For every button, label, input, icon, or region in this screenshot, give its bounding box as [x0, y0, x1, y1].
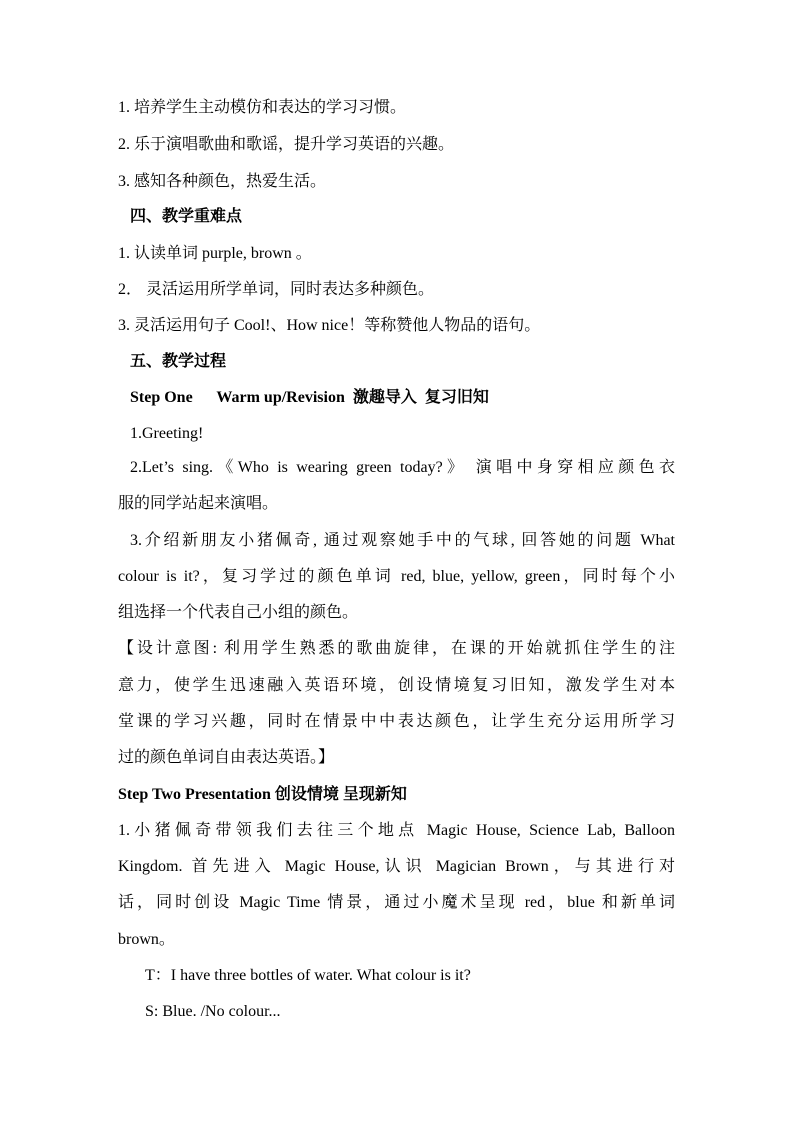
step-one-line: colour is it?，复习学过的颜色单词 red, blue, yellow, green，同时每个小 — [118, 568, 675, 585]
step-one-title: Step One Warm up/Revision 激趣导入 复习旧知 — [130, 389, 489, 406]
step-two-line: 话，同时创设 Magic Time 情景，通过小魔术呈现 red，blue 和新单词 — [118, 894, 675, 911]
key-point-2: 2． 灵活运用所学单词，同时表达多种颜色。 — [118, 281, 435, 298]
key-point-3: 3. 灵活运用句子 Cool!、How nice！等称赞他人物品的语句。 — [118, 317, 541, 334]
design-intent-line: 意力，使学生迅速融入英语环境，创设情境复习旧知，激发学生对本 — [118, 677, 675, 694]
step-two-title: Step Two Presentation 创设情境 呈现新知 — [118, 786, 407, 803]
key-point-1: 1. 认读单词 purple, brown 。 — [118, 245, 312, 262]
step-two-line: 1.小猪佩奇带领我们去往三个地点 Magic House, Science Lab, Balloon — [118, 822, 675, 839]
section-4-heading: 四、教学重难点 — [130, 208, 243, 225]
design-intent-line: 过的颜色单词自由表达英语。】 — [118, 749, 335, 766]
step-one-line: 2.Let’s sing.《Who is wearing green today?》 演唱中身穿相应颜色衣 — [130, 459, 675, 476]
dialogue-student: S: Blue. /No colour... — [145, 1003, 281, 1020]
step-two-line: Kingdom. 首先进入 Magic House,认识 Magician Brown，与其进行对 — [118, 858, 675, 875]
step-one-line: 3.介绍新朋友小猪佩奇, 通过观察她手中的气球, 回答她的问题 What — [130, 532, 675, 549]
objective-1: 1. 培养学生主动模仿和表达的学习习惯。 — [118, 99, 407, 116]
design-intent-line: 堂课的学习兴趣，同时在情景中中表达颜色，让学生充分运用所学习 — [118, 713, 675, 730]
section-5-heading: 五、教学过程 — [130, 353, 227, 370]
objective-2: 2. 乐于演唱歌曲和歌谣，提升学习英语的兴趣。 — [118, 136, 455, 153]
step-one-line: 服的同学站起来演唱。 — [118, 495, 279, 512]
objective-3: 3. 感知各种颜色，热爱生活。 — [118, 173, 327, 190]
step-one-line: 1.Greeting! — [130, 425, 204, 442]
design-intent-line: 【设计意图: 利用学生熟悉的歌曲旋律，在课的开始就抓住学生的注 — [118, 640, 675, 657]
step-two-line: brown。 — [118, 931, 175, 948]
dialogue-teacher: T：I have three bottles of water. What colour is it? — [145, 967, 471, 984]
step-one-line: 组选择一个代表自己小组的颜色。 — [118, 604, 359, 621]
